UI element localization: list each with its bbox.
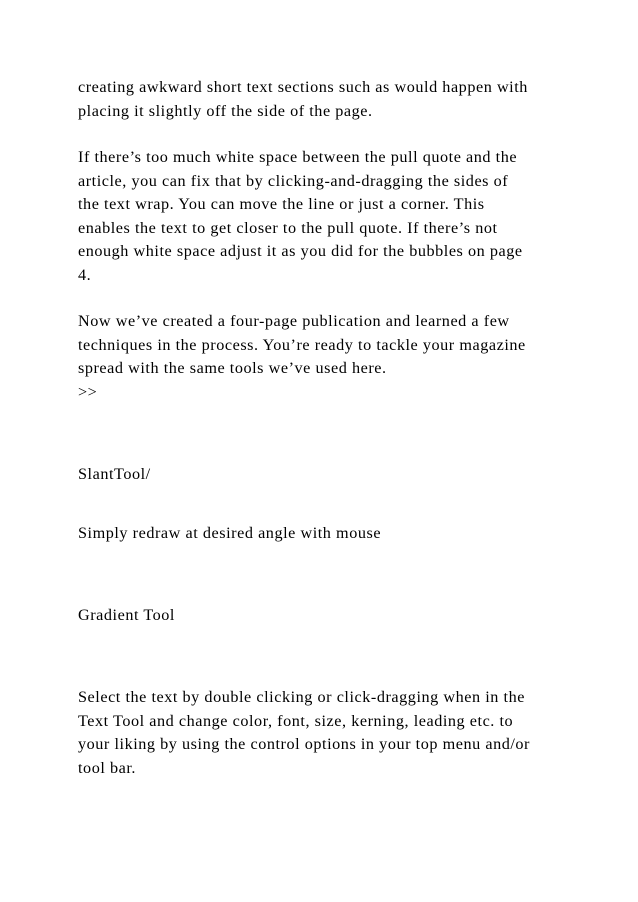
text-line: spread with the same tools we’ve used here. — [78, 359, 387, 377]
paragraph-text-tool-instruction — [78, 686, 578, 780]
text-line: placing it slightly off the side of the page. — [78, 101, 373, 120]
paragraph-arrows — [78, 381, 578, 405]
paragraph-white-space-fix — [78, 146, 578, 287]
text-line: Select the text by double clicking or click-dragging when in the — [78, 688, 525, 706]
paragraph-text-wrap-placement — [78, 76, 578, 123]
text-line: creating awkward short text sections such as would happen with — [78, 78, 528, 96]
text-line: Simply redraw at desired angle with mouse — [78, 524, 382, 542]
text-line: If there’s too much white space between the pull quote and the — [78, 148, 518, 166]
text-line: your liking by using the control options in your top menu and/or — [78, 735, 530, 753]
text-line: Gradient Tool — [78, 606, 175, 624]
paragraph-slant-tool-instruction — [78, 522, 578, 546]
paragraph-gradient-tool-heading — [78, 604, 578, 628]
text-line: techniques in the process. You’re ready to tackle your magazine — [78, 335, 526, 354]
text-line: >> — [78, 383, 98, 401]
text-line: enables the text to get closer to the pull quote. If there’s not — [78, 218, 498, 237]
text-line: the text wrap. You can move the line or just a corner. This — [78, 195, 485, 213]
text-line: 4. — [78, 265, 92, 284]
text-line: Text Tool and change color, font, size, kerning, leading etc. to — [78, 711, 514, 730]
text-line: enough white space adjust it as you did for the bubbles on page — [78, 242, 523, 260]
text-line: Now we’ve created a four-page publication and learned a few — [78, 312, 510, 330]
paragraph-slant-tool-heading — [78, 463, 578, 487]
paragraph-publication-summary — [78, 310, 578, 381]
text-line: article, you can fix that by clicking-and-dragging the sides of — [78, 171, 509, 190]
text-line: SlantTool/ — [78, 465, 151, 483]
text-line: tool bar. — [78, 758, 137, 777]
